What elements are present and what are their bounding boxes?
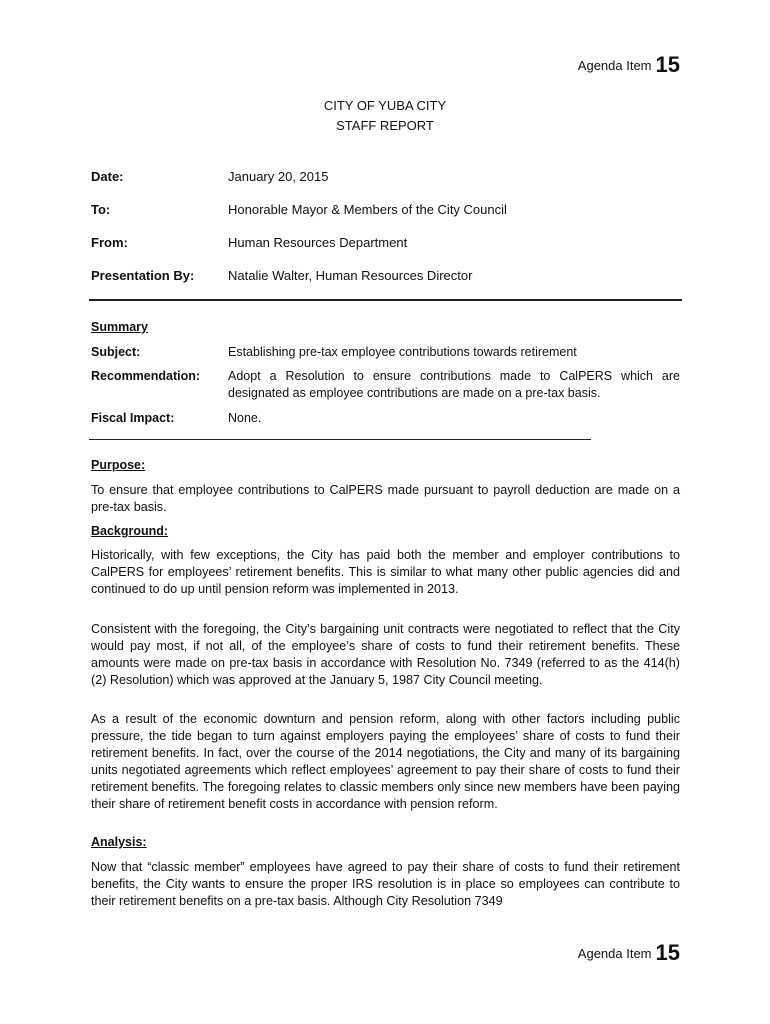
meta-value: Honorable Mayor & Members of the City Council	[228, 202, 507, 217]
analysis-heading: Analysis:	[91, 835, 147, 849]
summary-value: Establishing pre-tax employee contributions towards retirement	[228, 345, 577, 359]
purpose-heading: Purpose:	[91, 458, 146, 472]
agenda-item-header	[578, 52, 680, 78]
meta-label: Date:	[91, 169, 124, 184]
meta-value: Natalie Walter, Human Resources Director	[228, 268, 473, 283]
agenda-item-label: Agenda Item	[577, 58, 652, 73]
analysis-text: Now that “classic member” employees have agreed to pay their share of costs to fund their retirement benefits, the City wants to ensure the proper IRS resolution is in place so employees can contribute to their retirement benefits on a pre-tax basis. Although City Resolution 7349	[91, 860, 680, 908]
background-paragraph: As a result of the economic downturn and pension reform, along with other factors including public pressure, the tide began to turn against employers paying the employees’ share of costs to fund their retirement benefits. In fact, over the course of the 2014 negotiations, the City and many of its bargaining units negotiated agreements which reflect employees’ agreement to pay their share of costs to fund their retirement benefits. The foregoing relates to classic members only since new members have been paying their share of retirement benefit costs in accordance with pension reform.	[91, 712, 680, 811]
meta-value: January 20, 2015	[228, 169, 329, 184]
summary-label: Fiscal Impact:	[91, 411, 175, 425]
meta-label: To:	[91, 202, 111, 217]
header-divider	[89, 299, 682, 301]
meta-label: From:	[91, 235, 128, 250]
summary-value: Adopt a Resolution to ensure contributions made to CalPERS which are designated as employee contributions are made on a pre-tax basis.	[228, 369, 680, 400]
agenda-item-label: Agenda Item	[577, 946, 652, 961]
background-paragraph: Consistent with the foregoing, the City’s bargaining unit contracts were negotiated to reflect that the City would pay most, if not all, of the employee’s share of costs to fund their retirement benefits. These amounts were made on pre-tax basis in accordance with Resolution No. 7349 (referred to as the 414(h)(2) Resolution) which was approved at the January 5, 1987 City Council meeting.	[91, 622, 680, 687]
summary-value: None.	[228, 411, 262, 425]
summary-label: Subject:	[91, 345, 141, 359]
summary-label: Recommendation:	[91, 369, 201, 383]
purpose-text: To ensure that employee contributions to CalPERS made pursuant to payroll deduction are made on a pre-tax basis.	[91, 483, 680, 514]
city-title: CITY OF YUBA CITY	[323, 98, 447, 113]
agenda-item-number: 15	[655, 52, 680, 77]
agenda-item-footer	[578, 940, 680, 966]
summary-divider	[89, 439, 591, 440]
meta-label: Presentation By:	[91, 268, 195, 283]
background-paragraph: Historically, with few exceptions, the City has paid both the member and employer contributions to CalPERS for employees’ retirement benefits. This is similar to what many other public agencies did and continued to do up until pension reform was implemented in 2013.	[91, 548, 680, 596]
background-heading: Background:	[91, 524, 169, 538]
report-title: STAFF REPORT	[336, 118, 434, 133]
agenda-item-number: 15	[655, 940, 680, 965]
meta-value: Human Resources Department	[228, 235, 408, 250]
summary-heading: Summary	[91, 320, 148, 334]
